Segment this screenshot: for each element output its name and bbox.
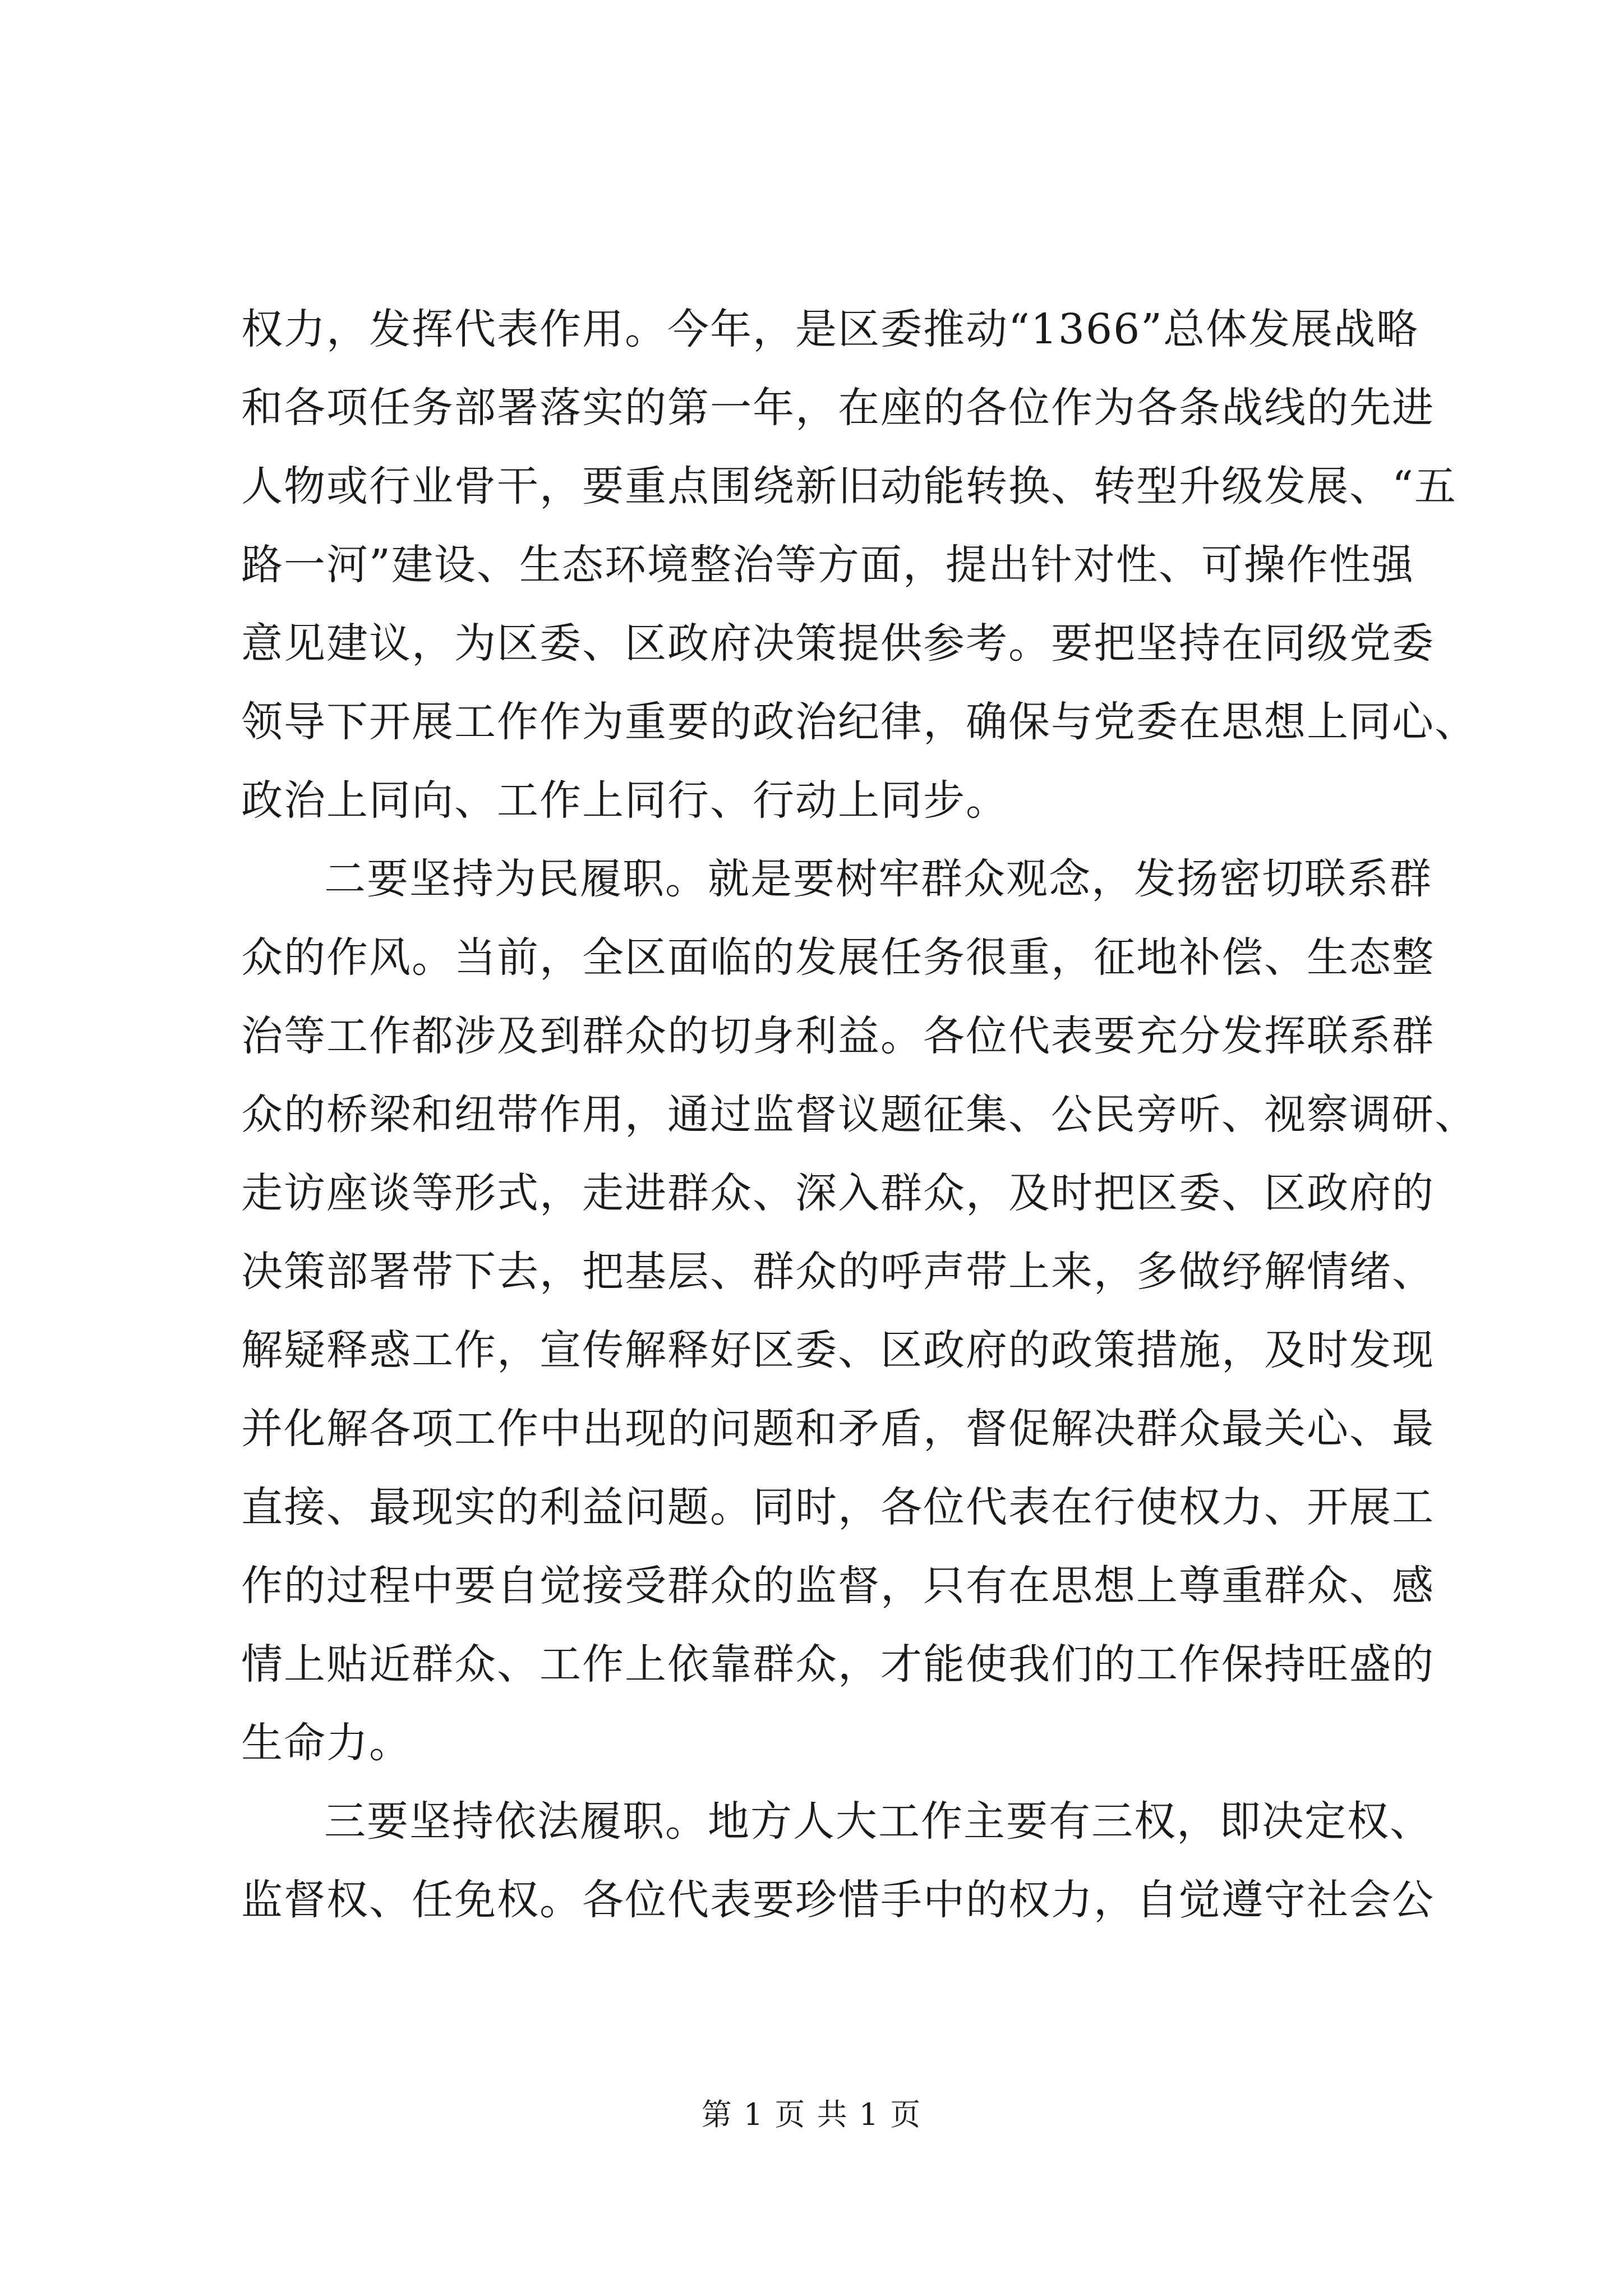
text-line: 众的作风。当前，全区面临的发展任务很重，征地补偿、生态整	[241, 933, 1435, 982]
text-line: 走访座谈等形式，走进群众、深入群众，及时把区委、区政府的	[241, 1169, 1435, 1217]
text-line: 并化解各项工作中出现的问题和矛盾，督促解决群众最关心、最	[241, 1405, 1435, 1453]
page-number-footer: 第 1 页 共 1 页	[701, 2097, 922, 2132]
text-line: 三要坚持依法履职。地方人大工作主要有三权，即决定权、	[324, 1797, 1432, 1846]
text-line: 和各项任务部署落实的第一年，在座的各位作为各条战线的先进	[241, 384, 1435, 432]
text-line: 政治上同向、工作上同行、行动上同步。	[241, 776, 1008, 825]
text-line: 权力，发挥代表作用。今年，是区委推动“1366”总体发展战略	[241, 305, 1419, 353]
text-line: 解疑释惑工作，宣传解释好区委、区政府的政策措施，及时发现	[241, 1326, 1435, 1374]
text-line: 二要坚持为民履职。就是要树牢群众观念，发扬密切联系群	[324, 855, 1432, 903]
text-line: 作的过程中要自觉接受群众的监督，只有在思想上尊重群众、感	[241, 1562, 1435, 1610]
paragraph-2	[241, 840, 1477, 1782]
text-line: 情上贴近群众、工作上依靠群众，才能使我们的工作保持旺盛的	[241, 1640, 1435, 1688]
text-line: 路一河”建设、生态环境整治等方面，提出针对性、可操作性强	[241, 541, 1414, 589]
text-line: 直接、最现实的利益问题。同时，各位代表在行使权力、开展工	[241, 1483, 1435, 1531]
text-line: 众的桥梁和纽带作用，通过监督议题征集、公民旁听、视察调研、	[241, 1091, 1477, 1139]
paragraph-1	[241, 290, 1477, 840]
document-body	[241, 290, 1477, 1939]
text-line: 治等工作都涉及到群众的切身利益。各位代表要充分发挥联系群	[241, 1012, 1435, 1060]
text-line: 人物或行业骨干，要重点围绕新旧动能转换、转型升级发展、“五	[241, 462, 1457, 510]
text-line: 意见建议，为区委、区政府决策提供参考。要把坚持在同级党委	[241, 619, 1435, 668]
text-line: 生命力。	[241, 1719, 412, 1767]
text-line: 决策部署带下去，把基层、群众的呼声带上来，多做纾解情绪、	[241, 1248, 1435, 1296]
paragraph-3	[241, 1782, 1435, 1939]
text-line: 监督权、任免权。各位代表要珍惜手中的权力，自觉遵守社会公	[241, 1876, 1435, 1924]
text-line: 领导下开展工作作为重要的政治纪律，确保与党委在思想上同心、	[241, 698, 1477, 746]
